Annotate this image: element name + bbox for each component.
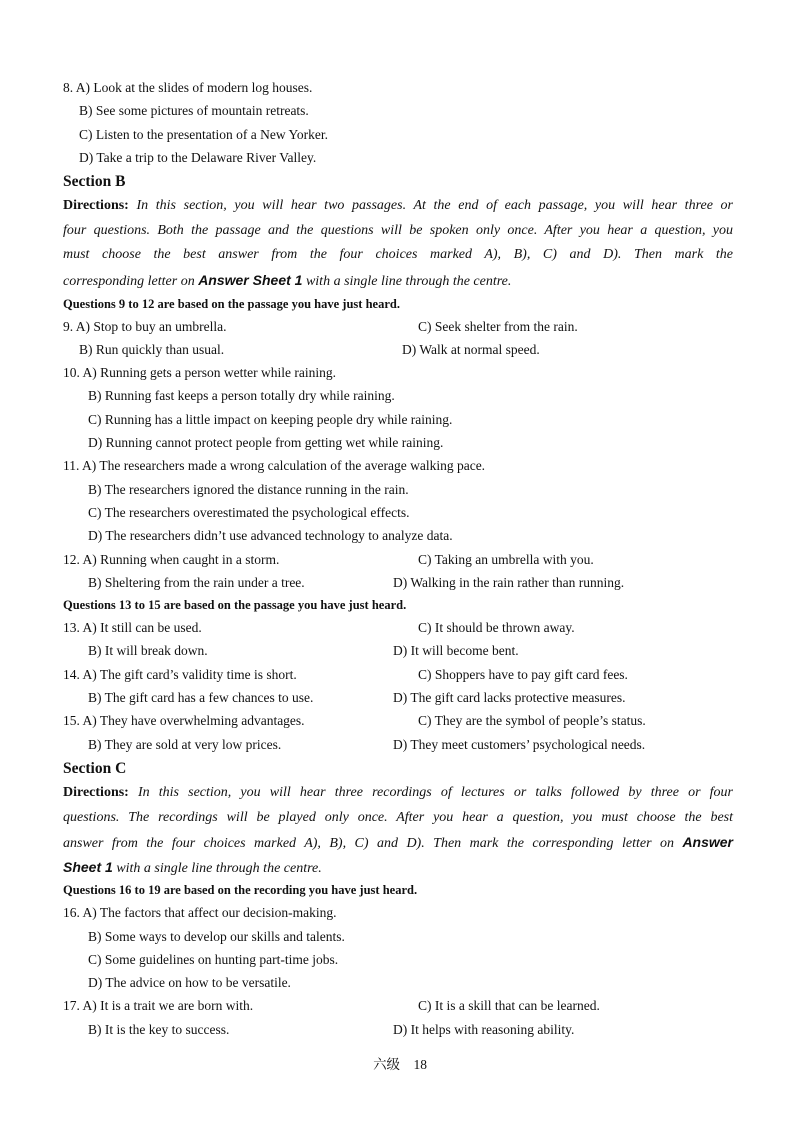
q15-option-a: 15. A) They have overwhelming advantages. bbox=[63, 713, 305, 729]
directions-c-text-1: In this section, you will hear three recordings of lectures or talks followed by three or four bbox=[137, 784, 734, 800]
question-14 bbox=[63, 663, 733, 710]
q11-option-a: 11. A) The researchers made a wrong calculation of the average walking pace. bbox=[63, 458, 486, 474]
q9-option-c: C) Seek shelter from the rain. bbox=[418, 318, 578, 334]
question-12 bbox=[63, 548, 733, 595]
question-15 bbox=[63, 709, 733, 756]
q13-option-a: 13. A) It still can be used. bbox=[63, 620, 202, 636]
q15-option-d: D) They meet customers’ psychological needs. bbox=[393, 736, 646, 752]
q8-option-d: D) Take a trip to the Delaware River Valley. bbox=[79, 149, 317, 165]
question-10 bbox=[63, 361, 733, 454]
directions-label: Directions: bbox=[63, 198, 129, 214]
q17-option-d: D) It helps with reasoning ability. bbox=[393, 1021, 575, 1037]
q12-option-a: 12. A) Running when caught in a storm. bbox=[63, 551, 280, 567]
q11-option-c: C) The researchers overestimated the psychological effects. bbox=[88, 504, 410, 520]
page-footer bbox=[0, 1053, 800, 1073]
q17-option-b: B) It is the key to success. bbox=[88, 1021, 230, 1037]
directions-text-4a: corresponding letter on bbox=[63, 273, 195, 289]
q9-option-b: B) Run quickly than usual. bbox=[79, 341, 225, 357]
section-c-directions bbox=[63, 781, 733, 879]
question-11 bbox=[63, 454, 733, 547]
q16-option-b: B) Some ways to develop our skills and talents. bbox=[88, 928, 345, 944]
section-c-title: Section C bbox=[63, 759, 127, 777]
q12-option-b: B) Sheltering from the rain under a tree. bbox=[88, 574, 305, 590]
q8-a-text: A) Look at the slides of modern log houses. bbox=[75, 80, 313, 95]
questions-heading-13-15: Questions 13 to 15 are based on the passage you have just heard. bbox=[63, 598, 407, 613]
q11-option-b: B) The researchers ignored the distance running in the rain. bbox=[88, 481, 409, 497]
q9-option-a: 9. A) Stop to buy an umbrella. bbox=[63, 318, 227, 334]
q8-option-c: C) Listen to the presentation of a New Yorker. bbox=[79, 126, 328, 142]
question-8 bbox=[63, 76, 733, 169]
q14-option-a: 14. A) The gift card’s validity time is short. bbox=[63, 666, 297, 682]
q9-option-d: D) Walk at normal speed. bbox=[402, 341, 540, 357]
directions-c-text-2: questions. The recordings will be played only once. After you hear a question, you must choose the best bbox=[63, 809, 733, 825]
answer-sheet-ref-c-a: Answer bbox=[682, 834, 734, 851]
q8-option-a: 8. A) Look at the slides of modern log houses. bbox=[63, 80, 313, 95]
q13-option-d: D) It will become bent. bbox=[393, 643, 519, 659]
question-9 bbox=[63, 315, 733, 362]
q12-option-c: C) Taking an umbrella with you. bbox=[418, 551, 594, 567]
question-16 bbox=[63, 901, 733, 994]
page-number: 18 bbox=[413, 1057, 427, 1072]
q13-option-c: C) It should be thrown away. bbox=[418, 620, 575, 636]
q10-option-a: 10. A) Running gets a person wetter while raining. bbox=[63, 365, 336, 381]
q14-option-c: C) Shoppers have to pay gift card fees. bbox=[418, 666, 628, 682]
section-b-directions bbox=[63, 194, 733, 292]
q16-option-d: D) The advice on how to be versatile. bbox=[88, 975, 291, 991]
q13-option-b: B) It will break down. bbox=[88, 643, 208, 659]
directions-text-4b: with a single line through the centre. bbox=[305, 273, 512, 289]
answer-sheet-ref: Answer Sheet 1 bbox=[198, 271, 303, 288]
q10-option-d: D) Running cannot protect people from getting wet while raining. bbox=[88, 435, 444, 451]
directions-c-text-3: answer from the four choices marked A), B), C) and D). Then mark the corresponding letter on bbox=[63, 836, 674, 852]
directions-text-3: must choose the best answer from the four choices marked A), B), C) and D). Then mark the bbox=[63, 247, 733, 263]
questions-heading-9-12: Questions 9 to 12 are based on the passage you have just heard. bbox=[63, 296, 400, 311]
q15-option-b: B) They are sold at very low prices. bbox=[88, 736, 282, 752]
directions-label-c: Directions: bbox=[63, 784, 129, 800]
exam-page bbox=[63, 76, 733, 1041]
q15-option-c: C) They are the symbol of people’s status. bbox=[418, 713, 646, 729]
q16-option-a: 16. A) The factors that affect our decision-making. bbox=[63, 905, 337, 921]
q11-option-d: D) The researchers didn’t use advanced technology to analyze data. bbox=[88, 528, 453, 544]
questions-heading-16-19: Questions 16 to 19 are based on the recording you have just heard. bbox=[63, 883, 418, 898]
q17-option-c: C) It is a skill that can be learned. bbox=[418, 998, 600, 1014]
q14-option-d: D) The gift card lacks protective measures. bbox=[393, 690, 626, 706]
directions-text-1: In this section, you will hear two passages. At the end of each passage, you will hear three or bbox=[136, 198, 734, 214]
q14-option-b: B) The gift card has a few chances to use. bbox=[88, 690, 314, 706]
question-13 bbox=[63, 616, 733, 663]
q12-option-d: D) Walking in the rain rather than running. bbox=[393, 574, 625, 590]
q10-option-b: B) Running fast keeps a person totally dry while raining. bbox=[88, 388, 395, 404]
q8-option-b: B) See some pictures of mountain retreats. bbox=[79, 103, 309, 119]
q17-option-a: 17. A) It is a trait we are born with. bbox=[63, 998, 254, 1014]
exam-level: 六级 bbox=[373, 1057, 401, 1072]
answer-sheet-ref-c-b: Sheet 1 bbox=[63, 858, 113, 875]
q10-option-c: C) Running has a little impact on keeping people dry while raining. bbox=[88, 411, 453, 427]
question-17 bbox=[63, 994, 733, 1041]
directions-text-2: four questions. Both the passage and the questions will be spoken only once. After you hear a question, you bbox=[63, 222, 733, 238]
section-b-title: Section B bbox=[63, 173, 126, 191]
q16-option-c: C) Some guidelines on hunting part-time jobs. bbox=[88, 951, 339, 967]
directions-c-text-4: with a single line through the centre. bbox=[116, 860, 322, 876]
